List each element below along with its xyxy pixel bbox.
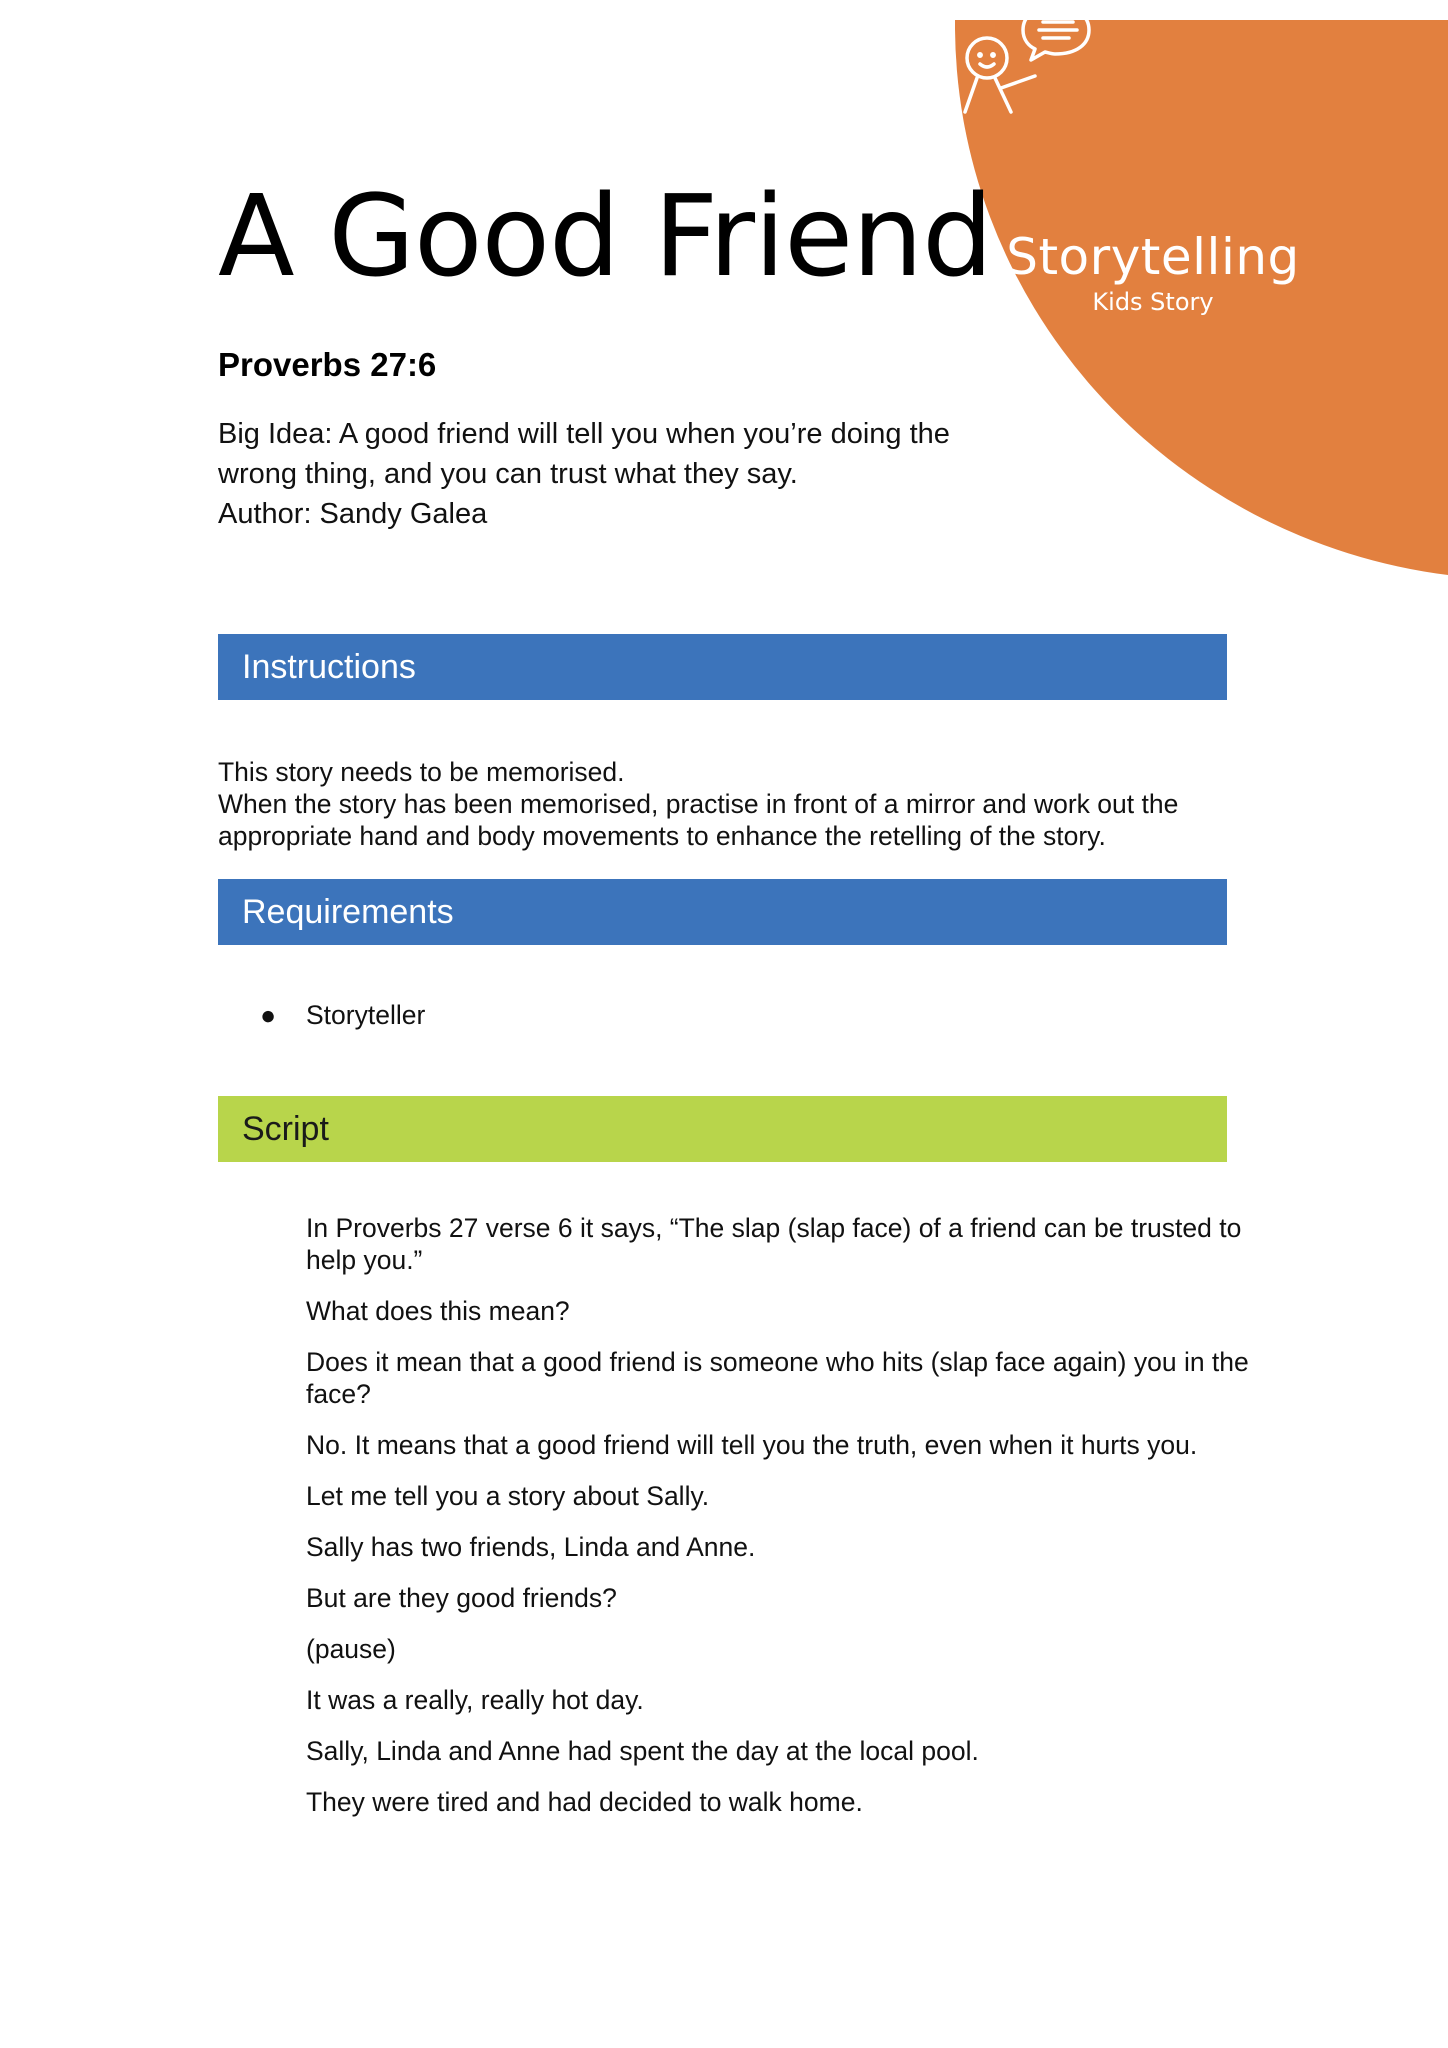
intro-block	[218, 414, 958, 534]
script-paragraph: Does it mean that a good friend is someone who hits (slap face again) you in the face?	[306, 1347, 1249, 1409]
script-paragraph: No. It means that a good friend will tell you the truth, even when it hurts you.	[306, 1430, 1198, 1460]
brand-subtitle: Kids Story	[1092, 288, 1214, 316]
requirement-label: Storyteller	[306, 1000, 426, 1030]
author-text: Author: Sandy Galea	[218, 498, 488, 530]
storyteller-speech-bubble-icon	[955, 0, 1095, 120]
requirements-list	[218, 998, 425, 1032]
script-paragraph: In Proverbs 27 verse 6 it says, “The slap (slap face) of a friend can be trusted to help you.”	[306, 1213, 1242, 1275]
script-body	[306, 1212, 1256, 1837]
script-paragraph: But are they good friends?	[306, 1583, 617, 1613]
bullet-icon: ●	[260, 1000, 277, 1030]
script-paragraph: Let me tell you a story about Sally.	[306, 1481, 710, 1511]
script-paragraph: Sally, Linda and Anne had spent the day at the local pool.	[306, 1736, 979, 1766]
brand-badge	[955, 0, 1448, 575]
big-idea-text: Big Idea: A good friend will tell you when you’re doing the wrong thing, and you can trust what they say.	[218, 418, 950, 490]
instructions-heading: Instructions	[218, 634, 1227, 700]
list-item	[218, 998, 425, 1032]
instructions-line: When the story has been memorised, practise in front of a mirror and work out the appropriate hand and body movements to enhance the retelling of the story.	[218, 789, 1179, 851]
script-paragraph: What does this mean?	[306, 1296, 570, 1326]
brand-title: Storytelling	[1006, 228, 1300, 286]
script-paragraph: Sally has two friends, Linda and Anne.	[306, 1532, 756, 1562]
scripture-reference: Proverbs 27:6	[218, 346, 437, 383]
instructions-body	[218, 756, 1258, 852]
instructions-line: This story needs to be memorised.	[218, 757, 625, 787]
requirements-heading: Requirements	[218, 879, 1227, 945]
script-paragraph: (pause)	[306, 1634, 396, 1664]
script-paragraph: They were tired and had decided to walk home.	[306, 1787, 863, 1817]
page-title: A Good Friend	[218, 172, 993, 302]
script-paragraph: It was a really, really hot day.	[306, 1685, 644, 1715]
script-heading: Script	[218, 1096, 1227, 1162]
